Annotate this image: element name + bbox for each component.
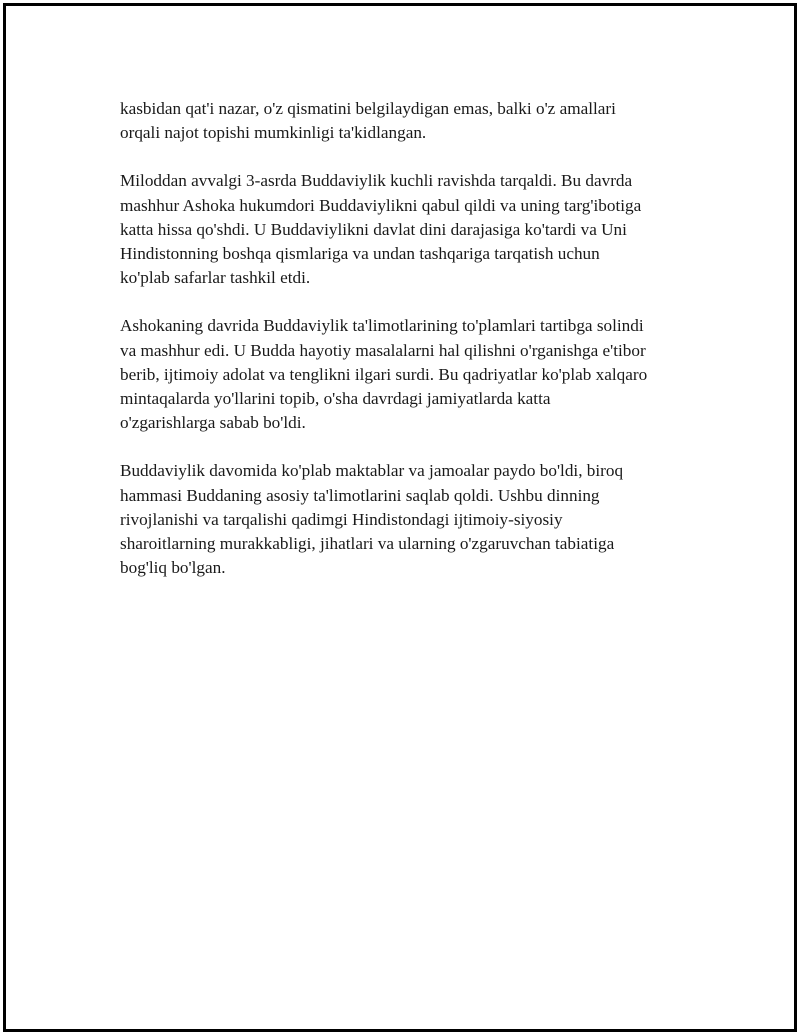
page-frame <box>3 3 797 1032</box>
text-line: ko'plab safarlar tashkil etdi. <box>120 268 311 288</box>
text-line: va mashhur edi. U Budda hayotiy masalalarni hal qilishni o'rganishga e'tibor <box>120 340 646 360</box>
text-line: orqali najot topishi mumkinligi ta'kidlangan. <box>120 123 427 143</box>
paragraph-2 <box>120 169 710 290</box>
text-line: kasbidan qat'i nazar, o'z qismatini belgilaydigan emas, balki o'z amallari <box>120 99 616 118</box>
text-line: mashhur Ashoka hukumdori Buddaviylikni qabul qildi va uning targ'ibotiga <box>120 195 642 215</box>
text-line: Buddaviylik davomida ko'plab maktablar va jamoalar paydo bo'ldi, biroq <box>120 461 624 481</box>
text-line: Ashokaning davrida Buddaviylik ta'limotlarining to'plamlari tartibga solindi <box>120 316 644 336</box>
paragraph-3 <box>120 314 710 435</box>
paragraph-1 <box>120 97 710 145</box>
text-line: rivojlanishi va tarqalishi qadimgi Hindistondagi ijtimoiy-siyosiy <box>120 509 563 529</box>
text-line: sharoitlarning murakkabligi, jihatlari va ularning o'zgaruvchan tabiatiga <box>120 534 615 554</box>
document-body <box>120 97 710 604</box>
text-line: hammasi Buddaning asosiy ta'limotlarini saqlab qoldi. Ushbu dinning <box>120 485 600 505</box>
text-line: berib, ijtimoiy adolat va tenglikni ilgari surdi. Bu qadriyatlar ko'plab xalqaro <box>120 364 648 384</box>
text-line: o'zgarishlarga sabab bo'ldi. <box>120 413 306 433</box>
text-line: mintaqalarda yo'llarini topib, o'sha davrdagi jamiyatlarda katta <box>120 389 551 409</box>
text-line: Miloddan avvalgi 3-asrda Buddaviylik kuchli ravishda tarqaldi. Bu davrda <box>120 171 633 191</box>
text-line: katta hissa qo'shdi. U Buddaviylikni davlat dini darajasiga ko'tardi va Uni <box>120 219 627 239</box>
text-line: bog'liq bo'lgan. <box>120 558 226 578</box>
paragraph-4 <box>120 459 710 580</box>
text-line: Hindistonning boshqa qismlariga va undan tashqariga tarqatish uchun <box>120 244 600 264</box>
